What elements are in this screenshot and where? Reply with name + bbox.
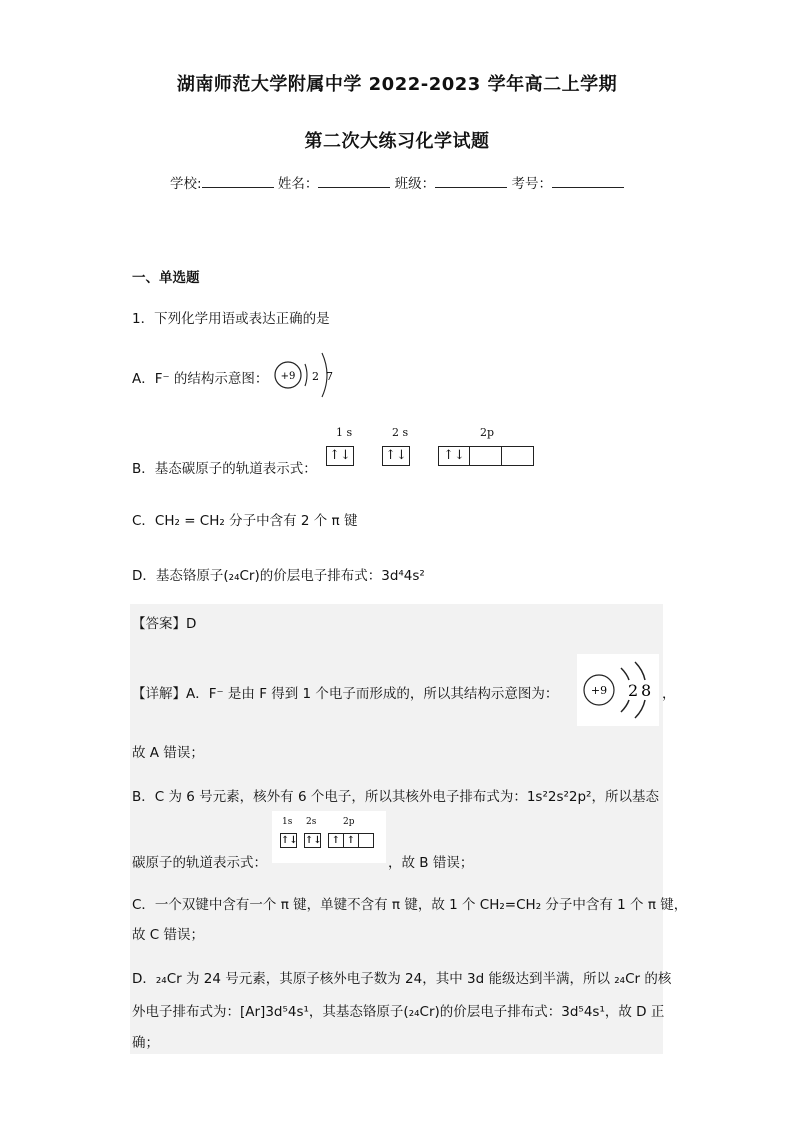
orbital-box-2p-2 — [469, 446, 502, 466]
shell2-count: 8 — [641, 681, 652, 700]
explain-b-tail: ，故 B 错误； — [388, 855, 474, 871]
orbital-label-1s: 1s — [282, 817, 293, 827]
shell-arc-1 — [305, 364, 307, 386]
orbital-box-2p-3 — [501, 446, 534, 466]
explain-b-line1: B．C 为 6 号元素，核外有 6 个电子，所以其核外电子排布式为：1s²2s²2p²，所以基态 — [132, 789, 659, 805]
explain-c-line1: C．一个双键中含有一个 π 键，单键不含有 π 键，故 1 个 CH₂=CH₂ 分子中含有 1 个 π 键， — [132, 897, 688, 913]
student-info-row — [0, 172, 794, 192]
orbital-box-2p-2: ↑ — [343, 833, 359, 848]
shell1-count: 2 — [312, 370, 319, 383]
orbital-box-2s: ↑↓ — [305, 835, 322, 846]
nucleus-label: +9 — [590, 684, 608, 697]
name-blank[interactable] — [318, 175, 390, 188]
orbital-box-2p-1: ↑↓ — [438, 446, 470, 466]
option-b: B．基态碳原子的轨道表示式： — [132, 461, 317, 477]
shell1-count: 2 — [628, 681, 639, 700]
id-blank[interactable] — [552, 175, 624, 188]
explain-c-line2: 故 C 错误； — [132, 927, 205, 943]
orbital-box-2p-1: ↑ — [328, 833, 344, 848]
orbital-box-1s: ↑↓ — [326, 446, 354, 466]
atom-structure-diagram-answer — [577, 654, 659, 726]
explain-d-line1: D．₂₄Cr 为 24 号元素，其原子核外电子数为 24，其中 3d 能级达到半满，所以 ₂₄Cr 的核 — [132, 971, 672, 987]
orbital-label-1s: 1 s — [336, 426, 353, 439]
orbital-label-2s: 2 s — [392, 426, 409, 439]
section-title: 一、单选题 — [132, 270, 200, 286]
shell-arc-1-bottom — [621, 700, 629, 712]
orbital-box-2s: ↑↓ — [382, 446, 410, 466]
option-c: C．CH₂ = CH₂ 分子中含有 2 个 π 键 — [132, 513, 358, 529]
class-blank[interactable] — [435, 175, 507, 188]
question-stem: 1．下列化学用语或表达正确的是 — [132, 311, 330, 327]
orbital-label-2s: 2s — [306, 817, 317, 827]
explain-b-line2: 碳原子的轨道表示式： — [132, 855, 267, 871]
orbital-label-2p: 2p — [480, 426, 495, 439]
page-subtitle: 第二次大练习化学试题 — [304, 131, 490, 152]
id-label: 考号： — [511, 176, 552, 192]
name-label: 姓名： — [277, 176, 319, 192]
atom-structure-diagram-a — [272, 350, 338, 400]
explain-b-diagram-panel — [272, 811, 386, 863]
explain-d-line3: 确； — [132, 1035, 159, 1051]
explain-a-end: 故 A 错误； — [132, 745, 204, 761]
school-blank[interactable] — [202, 175, 274, 188]
orbital-box-2p-3 — [358, 833, 374, 848]
class-label: 班级： — [394, 176, 436, 192]
option-a: A．F⁻ 的结构示意图： — [132, 371, 269, 387]
explain-a-diagram-panel — [577, 654, 659, 726]
shell-arc-1-top — [621, 668, 629, 680]
option-d: D．基态铬原子(₂₄Cr)的价层电子排布式：3d⁴4s² — [132, 568, 425, 584]
orbital-diagram-b — [326, 426, 538, 470]
orbital-label-2p: 2p — [343, 817, 355, 827]
explain-d-line2: 外电子排布式为：[Ar]3d⁵4s¹，其基态铬原子(₂₄Cr)的价层电子排布式：3d⁵4s¹，故 D 正 — [132, 1004, 665, 1020]
shell2-count: 7 — [326, 370, 333, 383]
explain-a: 【详解】A．F⁻ 是由 F 得到 1 个电子而形成的，所以其结构示意图为： — [132, 686, 559, 702]
explain-a-tail: ， — [662, 686, 676, 702]
answer-label: 【答案】D — [132, 616, 197, 632]
school-label: 学校: — [170, 176, 202, 192]
orbital-box-1s: ↑↓ — [281, 835, 298, 846]
shell-arc-2-top — [635, 662, 645, 680]
nucleus-label: +9 — [280, 371, 296, 382]
page-title: 湖南师范大学附属中学 2022-2023 学年高二上学期 — [176, 74, 618, 95]
shell-arc-2-bottom — [635, 700, 645, 718]
